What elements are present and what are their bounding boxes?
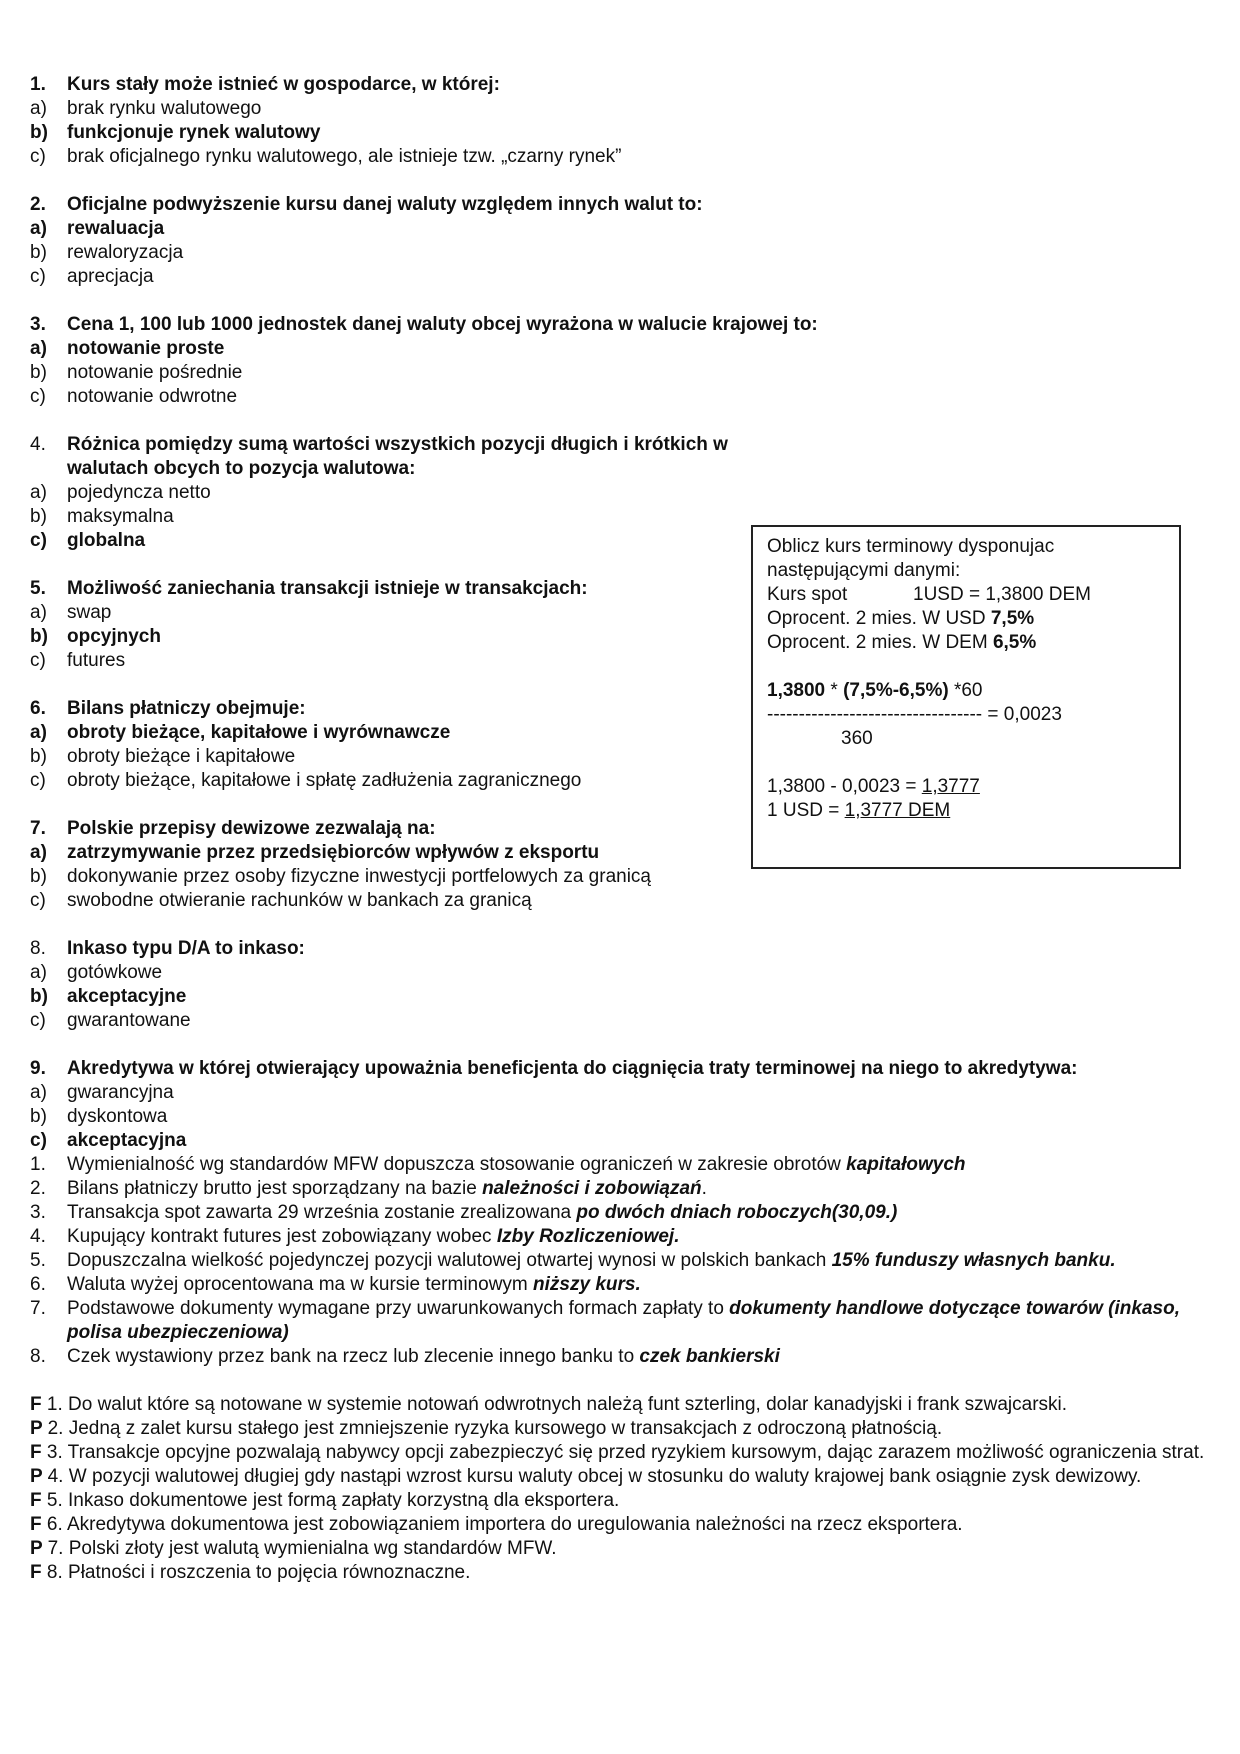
fill-in-number: 1. xyxy=(30,1154,46,1175)
answer-option xyxy=(30,361,1210,385)
calc-denominator: 360 xyxy=(841,728,873,749)
fill-in-item xyxy=(30,1249,1210,1273)
answer-option xyxy=(30,481,1210,505)
true-false-mark: F xyxy=(30,1490,47,1511)
option-label: c) xyxy=(30,890,46,911)
true-false-item xyxy=(30,1561,1210,1585)
calc-formula-d: *60 xyxy=(948,680,983,701)
answer-option xyxy=(30,961,1210,985)
option-text: akceptacyjna xyxy=(67,1130,187,1151)
question-text: Inkaso typu D/A to inkaso: xyxy=(67,938,305,959)
option-text: dyskontowa xyxy=(67,1106,168,1127)
calc-spot-value: 1USD = 1,3800 DEM xyxy=(913,584,1091,605)
question-number: 9. xyxy=(30,1058,46,1079)
option-text: swobodne otwieranie rachunków w bankach za granicą xyxy=(67,890,532,911)
answer-option xyxy=(30,97,1210,121)
true-false-text: 1. Do walut które są notowane w systemie notowań odwrotnych należą funt szterling, dolar kanadyjski i frank szwajcarski. xyxy=(46,1394,1068,1415)
answer-option xyxy=(30,145,1210,169)
option-label: a) xyxy=(30,482,47,503)
question-text: Możliwość zaniechania transakcji istnieje w transakcjach: xyxy=(67,578,588,599)
calc-formula-a: 1,3800 xyxy=(767,680,826,701)
calc-final-prefix: 1 USD = xyxy=(767,800,845,821)
fill-in-text xyxy=(67,1297,1210,1345)
fill-in-answer: czek bankierski xyxy=(639,1346,780,1367)
calc-formula-b: * xyxy=(825,680,844,701)
question-text: Polskie przepisy dewizowe zezwalają na: xyxy=(67,818,436,839)
fill-in-statement: Transakcja spot zawarta 29 września zostanie zrealizowana xyxy=(67,1202,577,1223)
true-false-text: 7. Polski złoty jest walutą wymienialna wg standardów MFW. xyxy=(47,1538,557,1559)
fill-in-number: 2. xyxy=(30,1178,46,1199)
option-label: b) xyxy=(30,626,48,647)
option-label: b) xyxy=(30,506,47,527)
true-false-text: 2. Jedną z zalet kursu stałego jest zmniejszenie ryzyka kursowego w transakcjach z odroczoną płatnością. xyxy=(47,1418,943,1439)
option-label: c) xyxy=(30,770,46,791)
calc-usd-label: Oprocent. 2 mies. W USD xyxy=(767,608,991,629)
true-false-mark: P xyxy=(30,1466,48,1487)
option-label: a) xyxy=(30,962,47,983)
question-3 xyxy=(30,313,1210,337)
calculation-box xyxy=(751,525,1181,869)
true-false-mark: P xyxy=(30,1418,48,1439)
question-text: Akredytywa w której otwierający upoważnia beneficjenta do ciągnięcia traty terminowej na niego to akredytywa: xyxy=(67,1058,1078,1079)
true-false-text: 6. Akredytywa dokumentowa jest zobowiązaniem importera do uregulowania należności na rzecz eksportera. xyxy=(46,1514,963,1535)
option-text: swap xyxy=(67,602,112,623)
fill-in-text xyxy=(67,1177,1210,1201)
option-label: a) xyxy=(30,722,47,743)
fill-in-statement: Bilans płatniczy brutto jest sporządzany na bazie xyxy=(67,1178,483,1199)
true-false-item xyxy=(30,1537,1210,1561)
option-text: funkcjonuje rynek walutowy xyxy=(67,122,321,143)
option-text: notowanie pośrednie xyxy=(67,362,243,383)
true-false-mark: F xyxy=(30,1514,47,1535)
calc-result-prefix: 1,3800 - 0,0023 = xyxy=(767,776,922,797)
fill-in-statement: Podstawowe dokumenty wymagane przy uwarunkowanych formach zapłaty to xyxy=(67,1298,730,1319)
spacer xyxy=(30,169,1210,193)
question-text: Kurs stały może istnieć w gospodarce, w której: xyxy=(67,74,500,95)
option-label: a) xyxy=(30,98,47,119)
fill-in-statement: Czek wystawiony przez bank na rzecz lub zlecenie innego banku to xyxy=(67,1346,640,1367)
question-4 xyxy=(30,433,1210,481)
calc-intro-1: Oblicz kurs terminowy dysponujac xyxy=(767,536,1055,557)
fill-in-text xyxy=(67,1153,1210,1177)
option-label: c) xyxy=(30,1130,47,1151)
option-text: futures xyxy=(67,650,126,671)
fill-in-number: 6. xyxy=(30,1274,46,1295)
fill-in-item xyxy=(30,1273,1210,1297)
true-false-item xyxy=(30,1489,1210,1513)
option-text: globalna xyxy=(67,530,146,551)
answer-option xyxy=(30,385,1210,409)
fill-in-number: 8. xyxy=(30,1346,46,1367)
fill-in-text xyxy=(67,1345,1210,1369)
option-text: pojedyncza netto xyxy=(67,482,211,503)
fill-in-statement: Wymienialność wg standardów MFW dopuszcza stosowanie ograniczeń w zakresie obrotów xyxy=(67,1154,847,1175)
question-1 xyxy=(30,73,1210,97)
option-text: maksymalna xyxy=(67,506,174,527)
option-text: obroty bieżące, kapitałowe i wyrównawcze xyxy=(67,722,451,743)
calc-final-value: 1,3777 DEM xyxy=(844,800,951,821)
fill-in-text xyxy=(67,1249,1210,1273)
true-false-mark: P xyxy=(30,1538,48,1559)
option-text: zatrzymywanie przez przedsiębiorców wpływów z eksportu xyxy=(67,842,600,863)
true-false-text: 5. Inkaso dokumentowe jest formą zapłaty korzystną dla eksportera. xyxy=(46,1490,620,1511)
calc-fraction-line: ---------------------------------- = 0,0023 xyxy=(767,704,1062,725)
calc-result xyxy=(767,775,1165,799)
option-text: notowanie proste xyxy=(67,338,225,359)
option-label: c) xyxy=(30,386,46,407)
calc-dem-value: 6,5% xyxy=(992,632,1037,653)
option-label: b) xyxy=(30,746,47,767)
option-label: b) xyxy=(30,362,47,383)
calc-usd-rate xyxy=(767,607,1165,631)
option-text: dokonywanie przez osoby fizyczne inwestycji portfelowych za granicą xyxy=(67,866,651,887)
true-false-mark: F xyxy=(30,1562,47,1583)
option-label: b) xyxy=(30,122,48,143)
question-number: 3. xyxy=(30,314,46,335)
calc-dem-label: Oprocent. 2 mies. W DEM xyxy=(767,632,993,653)
option-label: b) xyxy=(30,1106,47,1127)
fill-in-answer: 15% funduszy własnych banku. xyxy=(831,1250,1116,1271)
fill-in-item xyxy=(30,1177,1210,1201)
fill-in-section xyxy=(30,1153,1210,1369)
option-text: gotówkowe xyxy=(67,962,163,983)
fill-in-text xyxy=(67,1273,1210,1297)
answer-option xyxy=(30,1009,1210,1033)
calc-spot xyxy=(767,583,1165,607)
calc-spot-label: Kurs spot xyxy=(767,584,848,605)
fill-in-suffix: . xyxy=(701,1178,707,1199)
option-label: c) xyxy=(30,146,46,167)
option-text: opcyjnych xyxy=(67,626,161,647)
option-text: obroty bieżące, kapitałowe i spłatę zadłużenia zagranicznego xyxy=(67,770,582,791)
option-label: a) xyxy=(30,218,47,239)
option-text: gwarantowane xyxy=(67,1010,191,1031)
fill-in-number: 7. xyxy=(30,1298,46,1319)
answer-option xyxy=(30,1081,1210,1105)
calc-result-value: 1,3777 xyxy=(921,776,980,797)
question-9 xyxy=(30,1057,1210,1081)
answer-option xyxy=(30,985,1210,1009)
option-label: b) xyxy=(30,986,48,1007)
option-text: brak rynku walutowego xyxy=(67,98,262,119)
option-label: c) xyxy=(30,1010,46,1031)
answer-option xyxy=(30,889,1210,913)
fill-in-answer: niższy kurs. xyxy=(533,1274,641,1295)
calc-usd-value: 7,5% xyxy=(990,608,1035,629)
fill-in-item xyxy=(30,1201,1210,1225)
question-text: Bilans płatniczy obejmuje: xyxy=(67,698,306,719)
option-text: brak oficjalnego rynku walutowego, ale istnieje tzw. „czarny rynek” xyxy=(67,146,622,167)
true-false-item xyxy=(30,1441,1210,1465)
option-label: c) xyxy=(30,266,46,287)
spacer xyxy=(30,409,1210,433)
spacer xyxy=(30,913,1210,937)
question-text: Różnica pomiędzy sumą wartości wszystkich pozycji długich i krótkich w walutach obcych to pozycja walutowa: xyxy=(67,434,728,479)
calc-final xyxy=(767,799,1165,823)
fill-in-item xyxy=(30,1297,1210,1345)
question-text: Cena 1, 100 lub 1000 jednostek danej waluty obcej wyrażona w walucie krajowej to: xyxy=(67,314,818,335)
true-false-mark: F xyxy=(30,1442,47,1463)
fill-in-number: 4. xyxy=(30,1226,46,1247)
option-label: a) xyxy=(30,842,47,863)
question-8 xyxy=(30,937,1210,961)
true-false-text: 8. Płatności i roszczenia to pojęcia równoznaczne. xyxy=(46,1562,471,1583)
question-number: 2. xyxy=(30,194,46,215)
fill-in-answer: dokumenty handlowe dotyczące towarów (inkaso, polisa ubezpieczeniowa) xyxy=(67,1298,1180,1343)
question-number: 6. xyxy=(30,698,46,719)
fill-in-text xyxy=(67,1201,1210,1225)
calc-dem-rate xyxy=(767,631,1165,655)
question-number: 7. xyxy=(30,818,46,839)
option-label: a) xyxy=(30,602,47,623)
fill-in-item xyxy=(30,1225,1210,1249)
option-text: gwarancyjna xyxy=(67,1082,174,1103)
option-label: b) xyxy=(30,242,47,263)
option-label: b) xyxy=(30,866,47,887)
answer-option xyxy=(30,1129,1210,1153)
calc-formula-c: (7,5%-6,5%) xyxy=(843,680,949,701)
option-label: a) xyxy=(30,1082,47,1103)
question-number: 1. xyxy=(30,74,46,95)
fill-in-statement: Kupujący kontrakt futures jest zobowiązany wobec xyxy=(67,1226,497,1247)
fill-in-number: 3. xyxy=(30,1202,46,1223)
question-2 xyxy=(30,193,1210,217)
spacer xyxy=(30,1033,1210,1057)
option-label: a) xyxy=(30,338,47,359)
true-false-mark: F xyxy=(30,1394,47,1415)
option-text: rewaluacja xyxy=(67,218,165,239)
true-false-text: 3. Transakcje opcyjne pozwalają nabywcy opcji zabezpieczyć się przed ryzykiem kursowym, dając zarazem możliwość ograniczenia strat. xyxy=(46,1442,1205,1463)
fill-in-item xyxy=(30,1345,1210,1369)
fill-in-answer: po dwóch dniach roboczych(30,09.) xyxy=(576,1202,898,1223)
option-label: c) xyxy=(30,530,47,551)
spacer xyxy=(30,289,1210,313)
fill-in-statement: Waluta wyżej oprocentowana ma w kursie terminowym xyxy=(67,1274,534,1295)
fill-in-answer: należności i zobowiązań xyxy=(482,1178,702,1199)
true-false-item xyxy=(30,1393,1210,1417)
true-false-section xyxy=(30,1393,1210,1585)
true-false-item xyxy=(30,1513,1210,1537)
calc-intro-2: następującymi danymi: xyxy=(767,560,961,581)
option-text: rewaloryzacja xyxy=(67,242,184,263)
question-number: 4. xyxy=(30,434,46,455)
fill-in-answer: Izby Rozliczeniowej. xyxy=(496,1226,680,1247)
option-label: c) xyxy=(30,650,46,671)
true-false-item xyxy=(30,1465,1210,1489)
question-text: Oficjalne podwyższenie kursu danej waluty względem innych walut to: xyxy=(67,194,703,215)
answer-option xyxy=(30,337,1210,361)
answer-option xyxy=(30,217,1210,241)
answer-option xyxy=(30,241,1210,265)
answer-option xyxy=(30,121,1210,145)
fill-in-text xyxy=(67,1225,1210,1249)
true-false-text: 4. W pozycji walutowej długiej gdy nastąpi wzrost kursu waluty obcej w stosunku do waluty krajowej bank osiągnie zysk dewizowy. xyxy=(47,1466,1142,1487)
fill-in-statement: Dopuszczalna wielkość pojedynczej pozycji walutowej otwartej wynosi w polskich bankach xyxy=(67,1250,832,1271)
option-text: aprecjacja xyxy=(67,266,154,287)
question-number: 8. xyxy=(30,938,46,959)
question-number: 5. xyxy=(30,578,46,599)
option-text: notowanie odwrotne xyxy=(67,386,238,407)
answer-option xyxy=(30,1105,1210,1129)
option-text: obroty bieżące i kapitałowe xyxy=(67,746,296,767)
answer-option xyxy=(30,265,1210,289)
option-text: akceptacyjne xyxy=(67,986,187,1007)
calc-formula xyxy=(767,679,1165,703)
true-false-item xyxy=(30,1417,1210,1441)
fill-in-item xyxy=(30,1153,1210,1177)
fill-in-answer: kapitałowych xyxy=(846,1154,966,1175)
fill-in-number: 5. xyxy=(30,1250,46,1271)
